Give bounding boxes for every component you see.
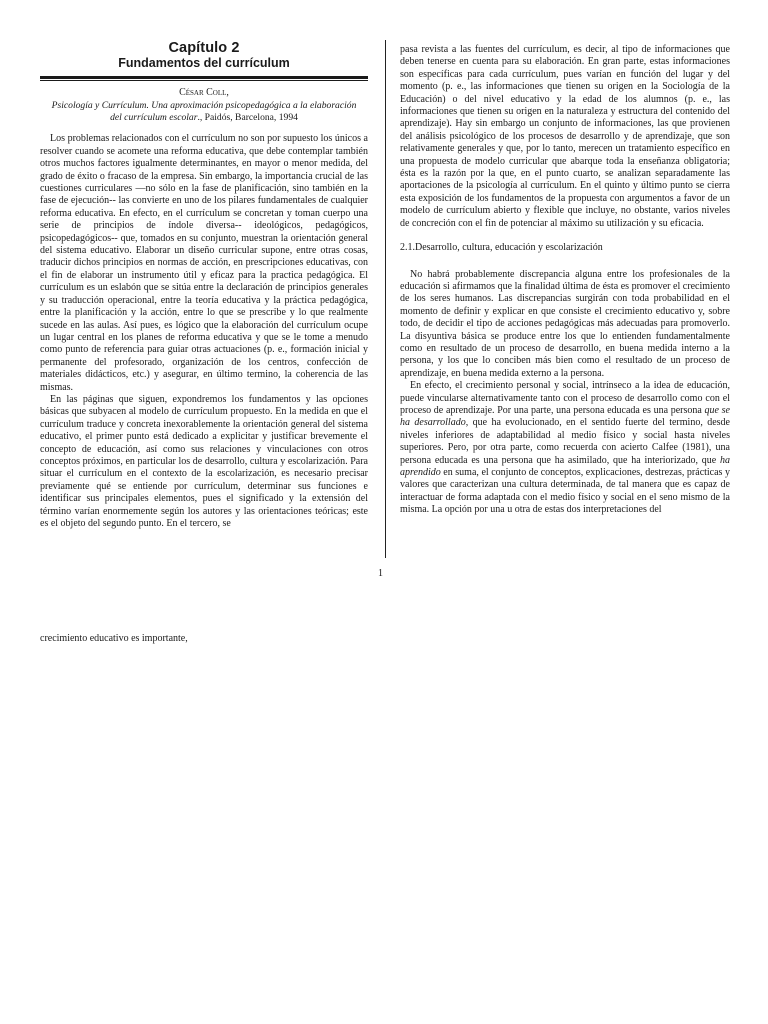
body-paragraph: [400, 380, 730, 516]
paragraph-text: en suma, el conjunto de conceptos, explicaciones, destrezas, prácticas y valores que caracterizan una cultura determinada, de tal manera que es capaz de interactuar de forma adaptada con el medio físico y social en el seno mismo de la misma. La opción por una u otra de estas dos interpretaciones del: [400, 467, 730, 516]
body-paragraph: En las páginas que siguen, expondremos los fundamentos y las opciones básicas que subyacen al modelo de currículum propuesto. En la medida en que el currículum traduce y concreta inexorablemente la orientación general del sistema educativo, el primer punto está dedicado a explicitar y justificar brevemente el concepto de educación, así como sus relaciones y vinculaciones con otros conceptos próximos, en particular los de desarrollo, cultura y escolarización. Para situar el currículum en el contexto de la escolarización, es necesario precisar previamente qué se entiende por currículum, determinar sus funciones e identificar sus principales elementos, pues el significado y la extensión del término varían enormemente según los autores y las orientaciones teóricas; este es el objeto del segundo punto. En el tercero, se: [40, 393, 368, 529]
chapter-subtitle: Fundamentos del currículum: [118, 56, 290, 71]
paragraph-text: , que ha evolucionado, en el sentido fuerte del termino, desde niveles inferiores de adaptabilidad al medio físico y social hasta niveles superiores. Pero, por otra parte, como recuerda con acierto Calfee (1981), una persona educada es una persona que ha asimilado, que ha interiorizado, que: [400, 417, 730, 466]
citation-book-title: Psicología y Currículum. Una aproximación psicopedagógica a la elaboración del currículum escolar: [51, 100, 357, 123]
citation-publisher: ., Paidós, Barcelona, 1994: [197, 111, 298, 123]
section-heading: 2.1.Desarrollo, cultura, educación y escolarización: [400, 242, 603, 254]
left-column: [40, 40, 368, 530]
paragraph-text: En efecto, el crecimiento personal y social, intrínseco a la idea de educación, puede vincularse alternativamente tanto con el proceso de desarrollo como con el proceso de aprendizaje. Por una parte, una persona educada es una persona: [400, 380, 730, 416]
right-column: [400, 44, 730, 517]
emphasis-text: que se ha desarrollado: [400, 404, 730, 429]
continuation-text: crecimiento educativo es importante,: [40, 633, 188, 644]
title-rule-thick: [40, 76, 368, 79]
page-number: 1: [378, 568, 383, 579]
body-paragraph: No habrá probablemente discrepancia alguna entre los profesionales de la educación si afirmamos que la finalidad última de ésta es promover el crecimiento de los seres humanos. Las discrepancias surgirán con toda probabilidad en el momento de definir y explicar en que consiste el crecimiento educativo y, sobre todo, de decidir el tipo de acciones pedagógicas más adecuadas para promoverlo. La disyuntiva básica se produce entre los que lo entienden fundamentalmente como en resultado de un proceso de desarrollo, en buena medida interno a la persona, y los que lo conciben más bien como el resultado de un proceso de aprendizaje, en buena medida externo a la persona.: [400, 268, 730, 379]
body-paragraph-continued: pasa revista a las fuentes del currículum, es decir, al tipo de informaciones que deben tenerse en cuenta para su elaboración. En gran parte, estas informaciones son específicas para cada currículum, pues varían en función del lugar y del momento (p. e., las informaciones que tienen su origen en la Sociología de la Educación) o del nivel educativo y la edad de los alumnos (p. e., las informaciones que tienen su origen en la naturaleza y estructura del contenido del aprendizaje). Hay sin embargo un conjunto de informaciones, las que provienen del análisis psicológico de los procesos de desarrollo y de aprendizaje, que son relativamente generales y que, por lo tanto, merecen un tratamiento específico en una propuesta de modelo curricular que abarque toda la enseñanza obligatoria; ésta es la razón por la que, en el punto cuarto, se analizan separadamente las aportaciones de la psicología al currículum. En el quinto y último punto se cierra esta exposición de los fundamentos de la propuesta con argumentos a favor de un modelo de currículum abierto y flexible que incluye, no obstante, varios niveles de concreción con el fin de potenciar al máximo su utilización y su eficacia.: [400, 44, 730, 229]
title-rule-thin: [40, 80, 368, 81]
emphasis-text: ha aprendido: [400, 454, 730, 478]
chapter-title: Capítulo 2: [168, 40, 240, 56]
author-name: César Coll,: [179, 86, 229, 98]
body-paragraph: Los problemas relacionados con el currículum no son por supuesto los únicos a resolver cuando se acomete una reforma educativa, que debe contemplar también otros muchos factores igualmente determinantes, en mayor o menor medida, del grado de éxito o fracaso de la empresa. Sin embargo, la importancia crucial de las cuestiones curriculares —no sólo en la fase de planificación, sino también en la fase de ejecución-- las convierte en uno de los pilares fundamentales de cualquier reforma educativa. En efecto, en el currículum se concretan y toman cuerpo una serie de principios de índole diversa-- ideológicos, pedagógicos, psicopedagógicos-- que, tomados en su conjunto, muestran la orientación general del sistema educativo. Elaborar un diseño curricular supone, entre otras cosas, traducir dichos principios en normas de acción, en prescripciones educativas, con el fin de elaborar un instrumento útil y eficaz para la practica pedagógica. El currículum es un eslabón que se sitúa entre la declaración de principios generales y su traducción operacional, entre la teoría educativa y la práctica pedagógica, entre la planificación y la acción, entre lo que se prescribe y lo que realmente sucede en las aulas. Así pues, es lógico que la elaboración del currículum ocupe un lugar central en los planes de reforma educativa y que se le tome a menudo como punto de referencia para guiar otras actuaciones (p. e., formación inicial y permanente del profesorado, organización de los centros, confección de materiales didácticos, etc.) y asegurar, en último termino, la coherencia de las mismas.: [40, 133, 368, 393]
column-divider: [385, 40, 386, 558]
book-citation: [48, 100, 360, 123]
